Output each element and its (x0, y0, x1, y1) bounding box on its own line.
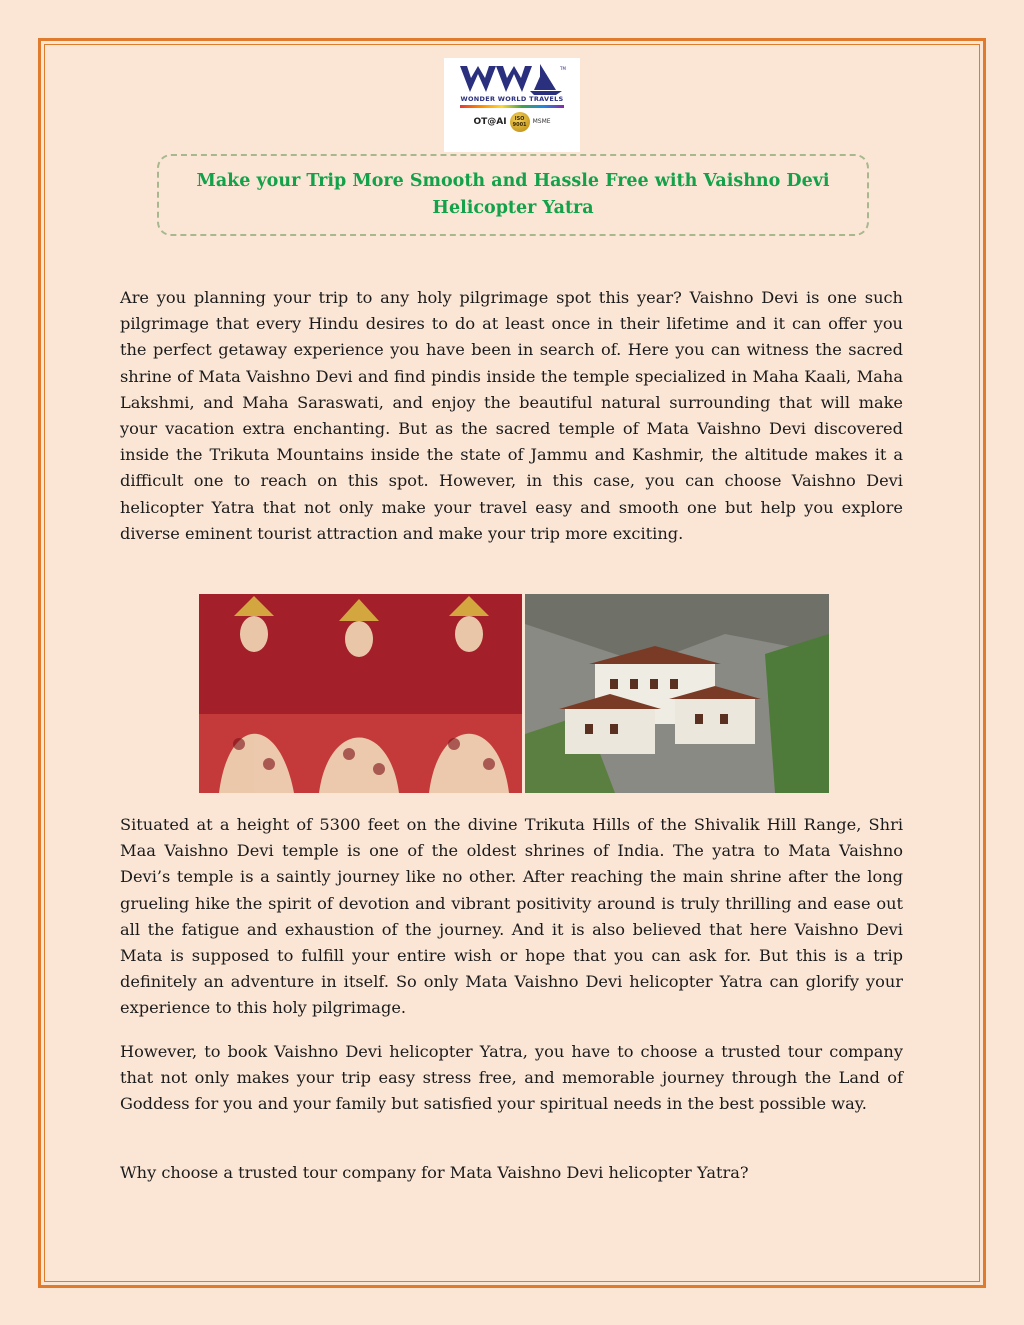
title-box (157, 154, 869, 236)
otoai-badge: OT@AI (473, 117, 507, 127)
logo-brand-text: WONDER WORLD TRAVELS (460, 95, 564, 103)
closing-question: Why choose a trusted tour company for Mata Vaishno Devi helicopter Yatra? (120, 1163, 749, 1182)
page-title: Make your Trip More Smooth and Hassle Free with Vaishno Devi Helicopter Yatra (196, 171, 830, 218)
msme-badge: MSME (532, 118, 551, 125)
svg-text:TM: TM (560, 66, 566, 71)
mountain-monastery-photo (525, 594, 829, 793)
booking-paragraph: However, to book Vaishno Devi helicopter Yatra, you have to choose a trusted tour company that not only makes your trip easy stress free, and memorable journey through the Land of Goddess for you and your family but satisfied your spiritual needs in the best possible way. (120, 1042, 903, 1114)
company-logo (444, 58, 580, 152)
iso-badge: ISO 9001 (510, 112, 530, 132)
wonder-world-travels-logo-mark (456, 62, 568, 96)
logo-rainbow-bar (460, 105, 564, 108)
goddess-idols-photo (199, 594, 522, 793)
history-paragraph: Situated at a height of 5300 feet on the divine Trikuta Hills of the Shivalik Hill Range, Shri Maa Vaishno Devi temple is one of the oldest shrines of India. The yatra to Mata Vaishno Devi’s temple is a saintly journey like no other. After reaching the main shrine after the long grueling hike the spirit of devotion and vibrant positivity around is truly thrilling and ease out all the fatigue and exhaustion of the journey. And it is also believed that here Vaishno Devi Mata is supposed to fulfill your entire wish or hope that you can ask for. But this is a trip definitely an adventure in itself. So only Mata Vaishno Devi helicopter Yatra can glorify your experience to this holy pilgrimage. (120, 815, 903, 1018)
certification-badges (444, 111, 580, 133)
intro-paragraph: Are you planning your trip to any holy pilgrimage spot this year? Vaishno Devi is one such pilgrimage that every Hindu desires to do at least once in their lifetime and it can offer you the perfect getaway experience you have been in search of. Here you can witness the sacred shrine of Mata Vaishno Devi and find pindis inside the temple specialized in Maha Kaali, Maha Lakshmi, and Maha Saraswati, and enjoy the beautiful natural surrounding that will make your vacation extra enchanting. But as the sacred temple of Mata Vaishno Devi discovered inside the Trikuta Mountains inside the state of Jammu and Kashmir, the altitude makes it a difficult one to reach on this spot. However, in this case, you can choose Vaishno Devi helicopter Yatra that not only make your travel easy and smooth one but help you explore diverse eminent tourist attraction and make your trip more exciting. (120, 288, 903, 543)
